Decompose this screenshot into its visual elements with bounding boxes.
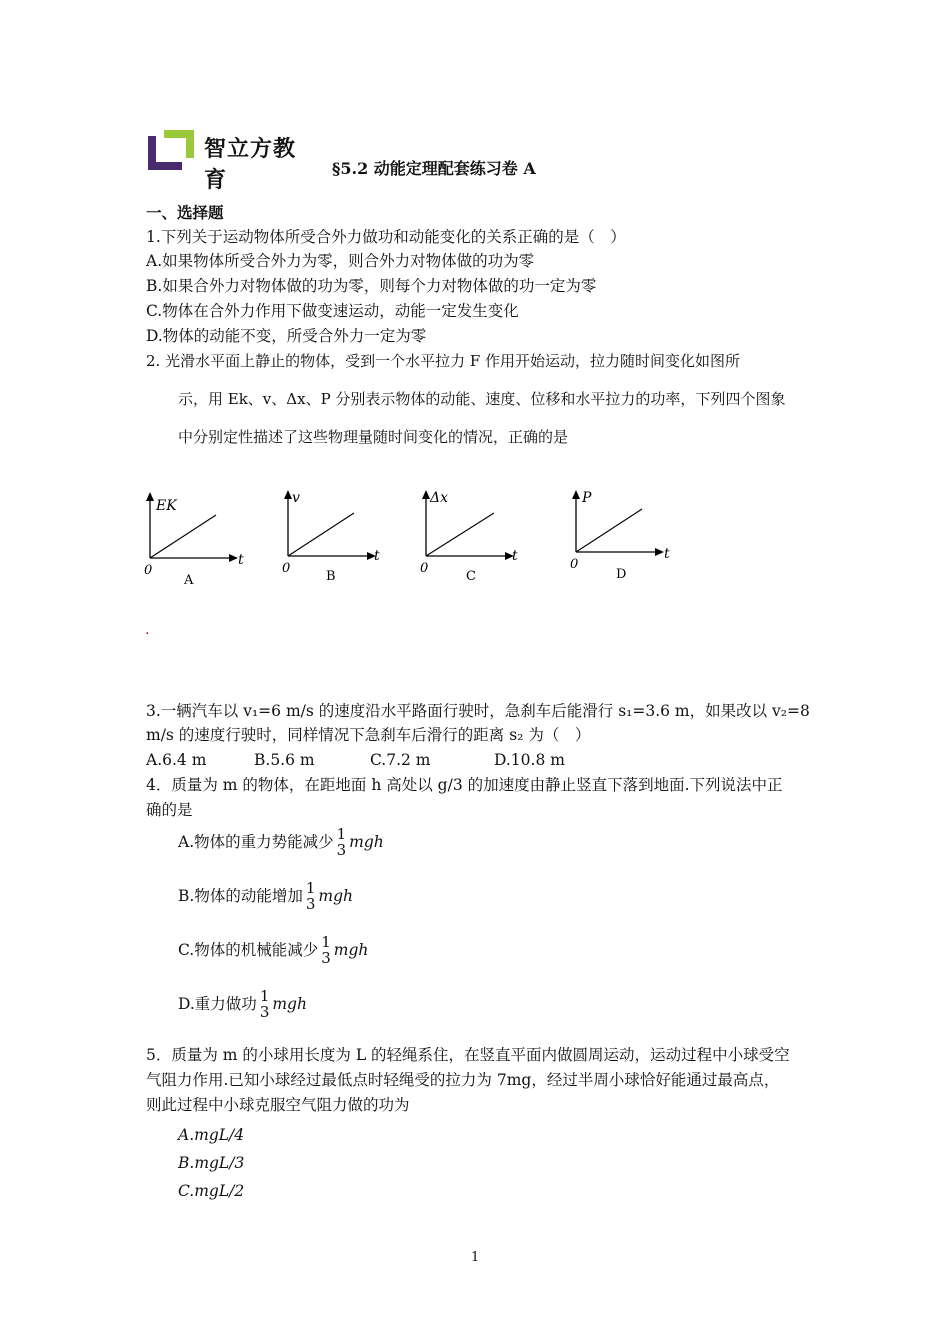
graph-d-xlabel: t — [664, 546, 670, 562]
q1-stem: 1.下列关于运动物体所受合外力做功和动能变化的关系正确的是（ ） — [146, 228, 626, 246]
q4-option-d-text: D.重力做功 — [178, 995, 257, 1013]
q4-option-a — [178, 826, 384, 858]
q2-line2: 示，用 Ek、v、Δx、P 分别表示物体的动能、速度、位移和水平拉力的功率，下列四个图象 — [178, 390, 786, 408]
graph-a — [138, 488, 253, 592]
page-number: 1 — [471, 1250, 480, 1265]
q1-option-c: C.物体在合外力作用下做变速运动，动能一定发生变化 — [146, 302, 519, 320]
q5-option-b: B.mgL/3 — [178, 1154, 245, 1172]
graph-d-ylabel: P — [582, 490, 592, 506]
q4-option-a-text: A.物体的重力势能减少 — [178, 833, 334, 851]
q4-option-b-tail: mgh — [318, 887, 353, 905]
graph-b — [276, 486, 391, 590]
graph-b-xlabel: t — [374, 548, 380, 564]
q4-option-b — [178, 880, 353, 912]
q4-option-d — [178, 988, 307, 1020]
fraction: 1 3 — [259, 987, 270, 1021]
graph-d — [564, 486, 679, 590]
q4-option-d-tail: mgh — [272, 995, 307, 1013]
page-title: §5.2 动能定理配套练习卷 A — [332, 159, 536, 178]
q5-line2: 气阻力作用.已知小球经过最低点时轻绳受的拉力为 7mg，经过半周小球恰好能通过最高点， — [146, 1071, 780, 1089]
graph-a-origin: 0 — [144, 563, 153, 578]
q1-option-d: D.物体的动能不变，所受合外力一定为零 — [146, 327, 427, 345]
logo-mark-icon — [146, 128, 200, 172]
q2-line1: 2. 光滑水平面上静止的物体，受到一个水平拉力 F 作用开始运动，拉力随时间变化如图所 — [146, 352, 741, 370]
q3-option-b: B.5.6 m — [254, 751, 315, 769]
q5-line1: 5．质量为 m 的小球用长度为 L 的轻绳系住，在竖直平面内做圆周运动，运动过程中小球受空 — [146, 1046, 790, 1064]
graph-c-caption: C — [466, 569, 476, 584]
graph-a-ylabel: EK — [156, 498, 177, 514]
q4-option-a-tail: mgh — [349, 833, 384, 851]
graph-b-caption: B — [326, 569, 336, 584]
stray-dot: . — [145, 622, 150, 638]
q3-line2: m/s 的速度行驶时，同样情况下急刹车后滑行的距离 s₂ 为（ ） — [146, 726, 591, 744]
q1-option-b: B.如果合外力对物体做的功为零，则每个力对物体做的功一定为零 — [146, 277, 597, 295]
q4-option-b-text: B.物体的动能增加 — [178, 887, 303, 905]
graph-a-xlabel: t — [238, 552, 244, 568]
graph-a-caption: A — [184, 573, 194, 588]
q2-line3: 中分别定性描述了这些物理量随时间变化的情况，正确的是 — [178, 428, 569, 446]
graph-c-ylabel: Δx — [430, 490, 449, 506]
graph-b-ylabel: v — [292, 490, 300, 506]
q3-option-d: D.10.8 m — [494, 751, 565, 769]
q5-line3: 则此过程中小球克服空气阻力做的功为 — [146, 1096, 410, 1114]
fraction: 1 3 — [321, 933, 331, 967]
q3-option-a: A.6.4 m — [146, 751, 207, 769]
q5-option-a: A.mgL/4 — [178, 1126, 245, 1144]
logo-text: 智立方教育 — [204, 137, 297, 193]
logo — [146, 128, 297, 193]
q4-option-c-tail: mgh — [333, 941, 369, 959]
graph-c-origin: 0 — [420, 561, 429, 576]
q3-line1: 3.一辆汽车以 v₁=6 m/s 的速度沿水平路面行驶时，急刹车后能滑行 s₁=3.6 m，如果改以 v₂=8 — [146, 702, 810, 720]
graph-b-origin: 0 — [282, 561, 291, 576]
fraction: 1 3 — [336, 825, 347, 859]
fraction: 1 3 — [305, 879, 316, 913]
graph-d-origin: 0 — [570, 557, 579, 572]
q4-option-c-text: C.物体的机械能减少 — [178, 941, 319, 959]
section-title: 一、选择题 — [146, 203, 224, 222]
graph-c — [414, 486, 529, 590]
q4-line2: 确的是 — [146, 801, 193, 819]
q5-option-c: C.mgL/2 — [178, 1182, 245, 1200]
graph-d-caption: D — [616, 567, 627, 582]
q1-option-a: A.如果物体所受合外力为零，则合外力对物体做的功为零 — [146, 252, 535, 270]
graph-c-xlabel: t — [512, 548, 518, 564]
q4-option-c — [178, 934, 368, 966]
q3-option-c: C.7.2 m — [370, 751, 431, 769]
q4-line1: 4．质量为 m 的物体，在距地面 h 高处以 g/3 的加速度由静止竖直下落到地面.下列说法中正 — [146, 776, 783, 794]
